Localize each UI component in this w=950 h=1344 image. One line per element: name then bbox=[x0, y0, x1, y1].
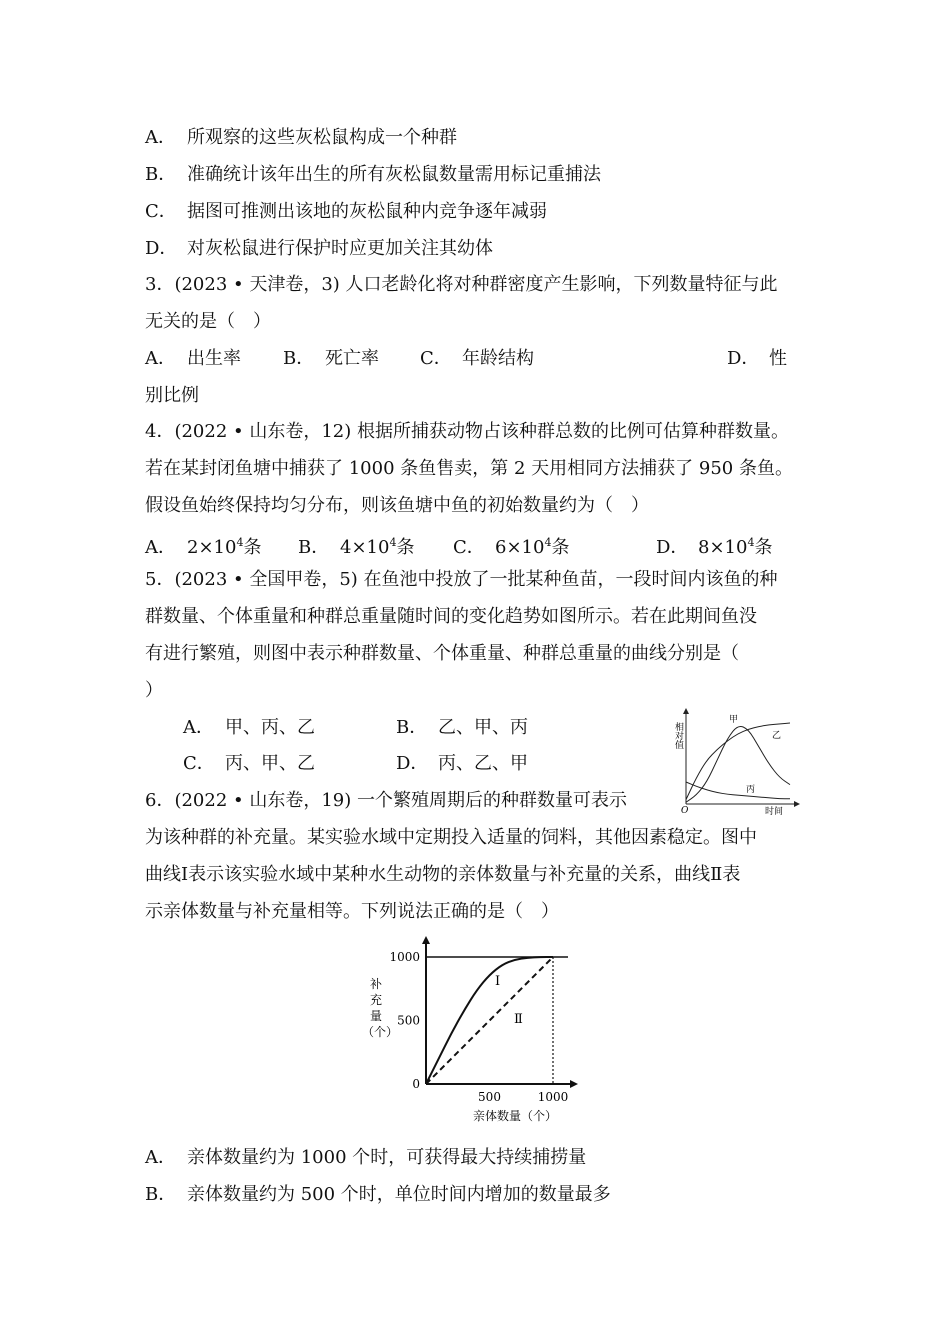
q4-option-d: D． $8\times 10^4$条 bbox=[656, 536, 773, 558]
q3-option-d-wrap: 别比例 bbox=[145, 385, 199, 406]
q6-stem-line2: 为该种群的补充量。某实验水域中定期投入适量的饲料，其他因素稳定。图中 bbox=[145, 827, 757, 848]
q6-xlabel: 亲体数量（个） bbox=[473, 1109, 558, 1123]
q5-y-arrow bbox=[683, 708, 689, 714]
q5-origin: O bbox=[681, 806, 689, 816]
q2-option-c: C． 据图可推测出该地的灰松鼠种内竞争逐年减弱 bbox=[145, 201, 547, 222]
q6-x-arrow bbox=[570, 1080, 578, 1088]
q6-ylabel-4: （个） bbox=[362, 1025, 399, 1039]
q6-ylabel-1: 补 bbox=[370, 977, 383, 991]
q6-y-arrow bbox=[422, 936, 430, 944]
q5-chart bbox=[668, 708, 808, 818]
q6-ylabel-3: 量 bbox=[370, 1009, 383, 1023]
q2-option-a: A． 所观察的这些灰松鼠构成一个种群 bbox=[145, 127, 457, 148]
q4-stem-line2: 若在某封闭鱼塘中捕获了 1000 条鱼售卖，第 2 天用相同方法捕获了 950 条鱼。 bbox=[145, 458, 793, 479]
q6-ylabel-2: 充 bbox=[370, 993, 383, 1007]
q6-option-b: B． 亲体数量约为 500 个时，单位时间内增加的数量最多 bbox=[145, 1184, 611, 1205]
q6-y-tick-500: 500 bbox=[397, 1013, 420, 1028]
q2-option-d: D． 对灰松鼠进行保护时应更加关注其幼体 bbox=[145, 238, 493, 259]
q6-stem-line1: 6．(2022 • 山东卷，19) 一个繁殖周期后的种群数量可表示 bbox=[145, 790, 627, 811]
q2-option-b: B． 准确统计该年出生的所有灰松鼠数量需用标记重捕法 bbox=[145, 164, 601, 185]
q5-option-c: C． 丙、甲、乙 bbox=[183, 753, 315, 774]
q6-y-tick-1000: 1000 bbox=[389, 950, 420, 964]
q6-stem-line3: 曲线Ⅰ表示该实验水域中某种水生动物的亲体数量与补充量的关系，曲线Ⅱ表 bbox=[145, 864, 741, 885]
q5-stem-line1: 5．(2023 • 全国甲卷，5) 在鱼池中投放了一批某种鱼苗，一段时间内该鱼的种 bbox=[145, 569, 778, 590]
q5-option-d: D． 丙、乙、甲 bbox=[396, 753, 528, 774]
q6-stem-line4: 示亲体数量与补充量相等。下列说法正确的是（ ） bbox=[145, 901, 559, 922]
q5-xlabel: 时间 bbox=[765, 807, 784, 817]
q5-option-b: B． 乙、甲、丙 bbox=[396, 717, 528, 738]
q3-option-b: B． 死亡率 bbox=[283, 348, 379, 369]
q3-stem-line1: 3．(2023 • 天津卷，3) 人口老龄化将对种群密度产生影响，下列数量特征与此 bbox=[145, 274, 778, 295]
q5-stem-line2: 群数量、个体重量和种群总重量随时间的变化趋势如图所示。若在此期间鱼没 bbox=[145, 606, 757, 627]
q5-ylabel: 相对值 bbox=[673, 722, 683, 749]
q4-option-c: C． $6\times 10^4$条 bbox=[453, 536, 570, 558]
q6-y-tick-0: 0 bbox=[412, 1077, 420, 1091]
q6-series-label-2: Ⅱ bbox=[514, 1012, 523, 1027]
q3-option-d: D． 性 bbox=[727, 348, 787, 369]
q5-option-a: A． 甲、丙、乙 bbox=[183, 717, 315, 738]
q5-x-arrow bbox=[794, 801, 800, 807]
q4-option-b: B． $4\times 10^4$条 bbox=[298, 536, 415, 558]
q5-series-label-jia: 甲 bbox=[729, 715, 739, 725]
q5-curve-bing bbox=[686, 782, 790, 799]
q6-x-tick-1000: 1000 bbox=[537, 1090, 569, 1104]
q6-option-a: A． 亲体数量约为 1000 个时，可获得最大持续捕捞量 bbox=[145, 1147, 587, 1168]
q5-series-label-bing: 丙 bbox=[746, 785, 756, 795]
q5-series-label-yi: 乙 bbox=[772, 731, 782, 741]
q3-stem-line2: 无关的是（ ） bbox=[145, 311, 271, 332]
q3-option-a: A． 出生率 bbox=[145, 348, 241, 369]
q4-stem-line1: 4．(2022 • 山东卷，12) 根据所捕获动物占该种群总数的比例可估算种群数量。 bbox=[145, 421, 789, 442]
q5-stem-line3: 有进行繁殖，则图中表示种群数量、个体重量、种群总重量的曲线分别是（ bbox=[145, 643, 739, 664]
q6-x-tick-500: 500 bbox=[478, 1090, 501, 1104]
q6-chart bbox=[358, 934, 598, 1129]
q4-stem-line3: 假设鱼始终保持均匀分布，则该鱼塘中鱼的初始数量约为（ ） bbox=[145, 495, 649, 516]
q3-option-c: C． 年龄结构 bbox=[420, 348, 534, 369]
q5-stem-line4: ） bbox=[145, 680, 163, 701]
q4-option-a: A． $2\times 10^4$条 bbox=[145, 536, 262, 558]
q6-series-label-1: Ⅰ bbox=[495, 974, 501, 989]
